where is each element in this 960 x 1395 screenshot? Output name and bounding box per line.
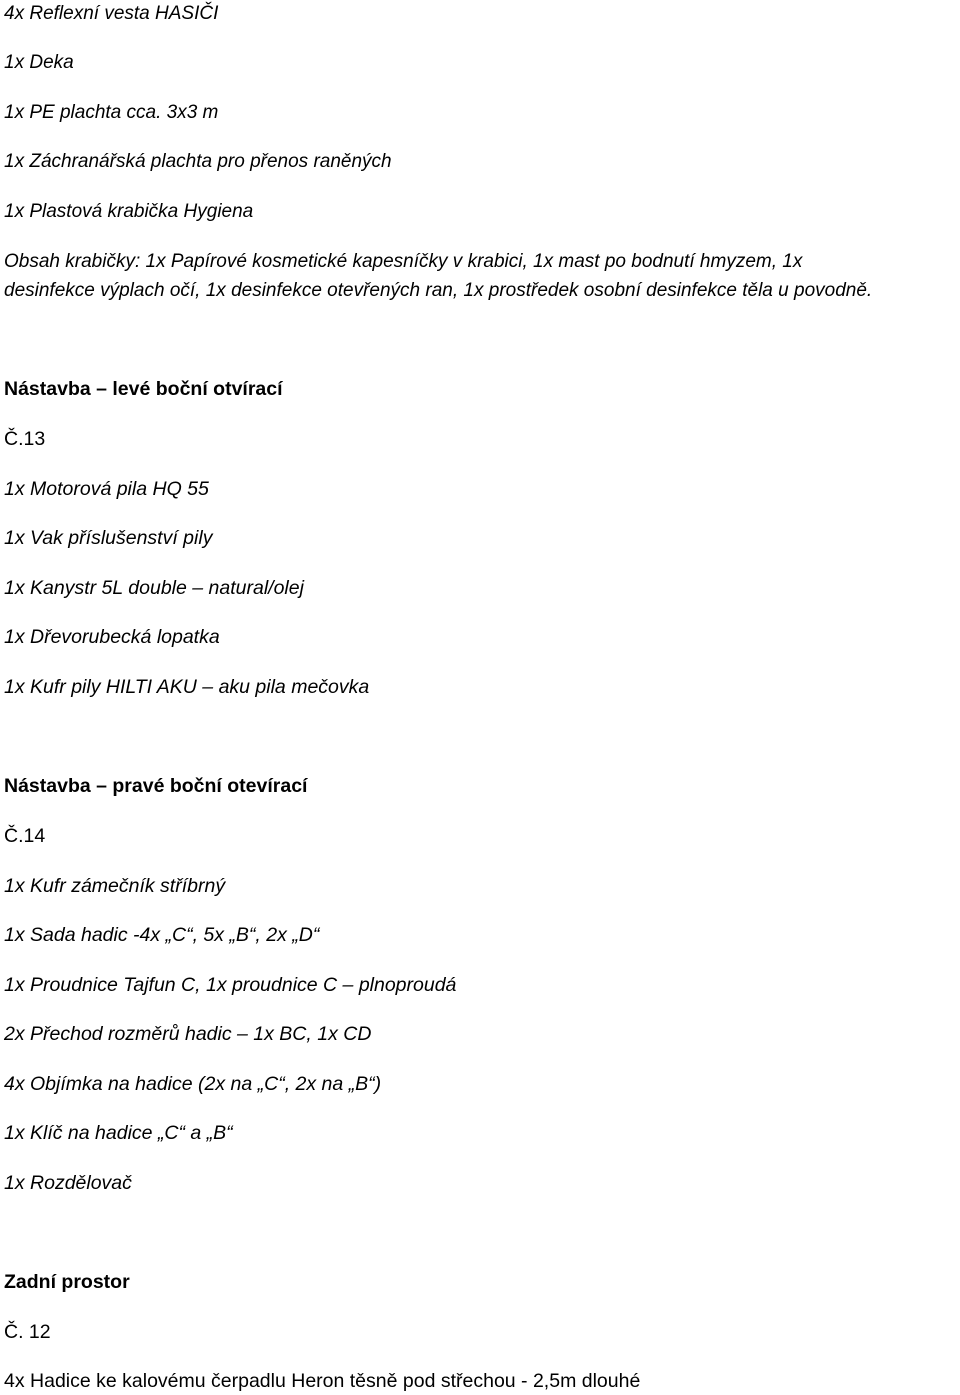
list-item: 1x Kufr pily HILTI AKU – aku pila mečovka [4, 676, 370, 698]
section-number-left: Č.13 [4, 428, 46, 450]
list-item: 1x Kufr zámečník stříbrný [4, 875, 226, 897]
list-item: 1x Rozdělovač [4, 1172, 132, 1194]
list-item: 1x PE plachta cca. 3x3 m [4, 102, 219, 123]
list-item: 1x Sada hadic -4x „C“, 5x „B“, 2x „D“ [4, 924, 320, 946]
section-title-right: Nástavba – pravé boční otevírací [4, 775, 308, 797]
list-item: 4x Objímka na hadice (2x na „C“, 2x na „B“) [4, 1073, 382, 1095]
list-item: 4x Hadice ke kalovému čerpadlu Heron těsně pod střechou - 2,5m dlouhé [4, 1370, 641, 1392]
section-number-right: Č.14 [4, 825, 46, 847]
section-title-rear: Zadní prostor [4, 1271, 130, 1293]
list-item: 1x Klíč na hadice „C“ a „B“ [4, 1122, 233, 1144]
list-item: 4x Reflexní vesta HASIČI [4, 3, 219, 24]
box-contents-line-1: Obsah krabičky: 1x Papírové kosmetické kapesníčky v krabici, 1x mast po bodnutí hmyzem, 1x [4, 251, 803, 272]
list-item: 1x Motorová pila HQ 55 [4, 478, 209, 500]
list-item: 2x Přechod rozměrů hadic – 1x BC, 1x CD [4, 1023, 372, 1045]
box-contents-line-2: desinfekce výplach očí, 1x desinfekce otevřených ran, 1x prostředek osobní desinfekce těla u povodně. [4, 280, 873, 301]
list-item: 1x Kanystr 5L double – natural/olej [4, 577, 304, 599]
section-title-left: Nástavba – levé boční otvírací [4, 378, 283, 400]
list-item: 1x Dřevorubecká lopatka [4, 626, 220, 648]
list-item: 1x Vak příslušenství pily [4, 527, 213, 549]
list-item: 1x Záchranářská plachta pro přenos raněných [4, 151, 392, 172]
list-item: 1x Deka [4, 52, 74, 73]
section-number-rear: Č. 12 [4, 1321, 51, 1343]
list-item: 1x Proudnice Tajfun C, 1x proudnice C – plnoproudá [4, 974, 457, 996]
list-item: 1x Plastová krabička Hygiena [4, 201, 254, 222]
